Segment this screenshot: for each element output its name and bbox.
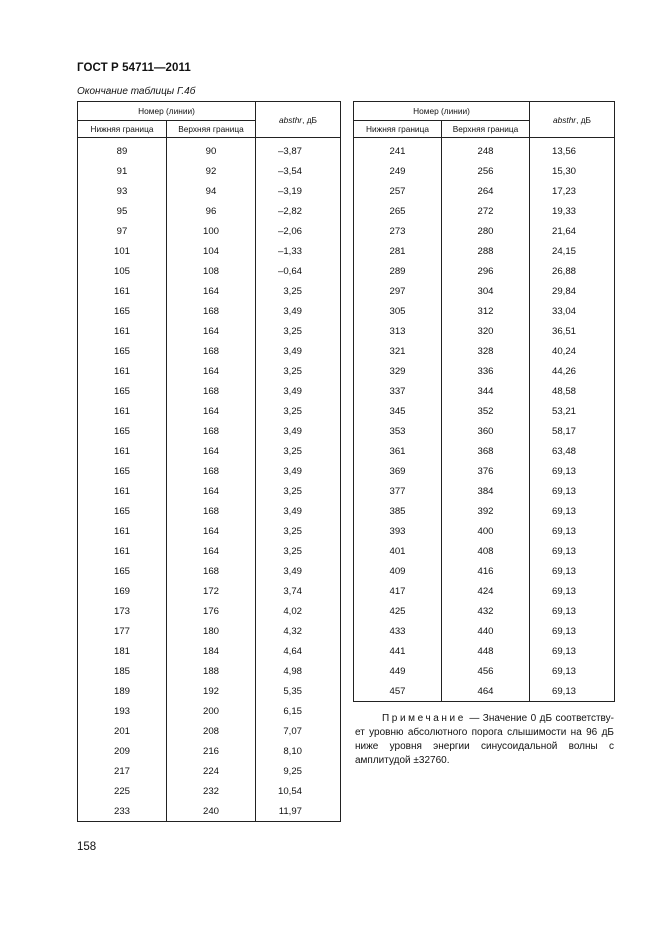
lower-bound-cell: 249 xyxy=(354,161,442,181)
lower-bound-cell: 401 xyxy=(354,541,442,561)
table-row xyxy=(78,341,341,361)
upper-bound-cell: 360 xyxy=(442,421,530,441)
absthr-cell: 3,49 xyxy=(256,561,341,581)
upper-bound-cell: 108 xyxy=(167,261,256,281)
upper-bound-cell: 248 xyxy=(442,138,530,162)
lower-bound-cell: 95 xyxy=(78,201,167,221)
absthr-cell: 3,49 xyxy=(256,301,341,321)
upper-bound-cell: 264 xyxy=(442,181,530,201)
table-row xyxy=(354,521,615,541)
absthr-cell: 69,13 xyxy=(530,581,615,601)
value-header: absthr, дБ xyxy=(530,102,615,138)
upper-bound-cell: 424 xyxy=(442,581,530,601)
table-row xyxy=(78,781,341,801)
table-row xyxy=(354,261,615,281)
table-row xyxy=(354,341,615,361)
table-row xyxy=(354,138,615,162)
absthr-cell: 69,13 xyxy=(530,501,615,521)
lower-bound-cell: 281 xyxy=(354,241,442,261)
absthr-cell: 3,49 xyxy=(256,341,341,361)
table-row xyxy=(78,261,341,281)
lower-bound-cell: 161 xyxy=(78,281,167,301)
table-row xyxy=(354,221,615,241)
lower-bound-cell: 161 xyxy=(78,541,167,561)
table-right-body xyxy=(354,138,615,702)
absthr-cell: 36,51 xyxy=(530,321,615,341)
upper-bound-cell: 168 xyxy=(167,341,256,361)
upper-bound-cell: 392 xyxy=(442,501,530,521)
table-row xyxy=(78,441,341,461)
upper-bound-cell: 168 xyxy=(167,561,256,581)
table-row xyxy=(354,161,615,181)
table-row xyxy=(354,181,615,201)
table-row xyxy=(78,421,341,441)
absthr-cell: 69,13 xyxy=(530,481,615,501)
absthr-cell: 10,54 xyxy=(256,781,341,801)
lower-bound-cell: 377 xyxy=(354,481,442,501)
upper-bound-cell: 176 xyxy=(167,601,256,621)
lower-bound-cell: 177 xyxy=(78,621,167,641)
upper-bound-cell: 320 xyxy=(442,321,530,341)
lower-bound-cell: 441 xyxy=(354,641,442,661)
lower-bound-cell: 97 xyxy=(78,221,167,241)
upper-bound-cell: 336 xyxy=(442,361,530,381)
upper-bound-cell: 104 xyxy=(167,241,256,261)
absthr-cell: 29,84 xyxy=(530,281,615,301)
table-row xyxy=(354,321,615,341)
absthr-cell: 69,13 xyxy=(530,681,615,702)
table-row xyxy=(78,161,341,181)
table-row xyxy=(78,501,341,521)
table-row xyxy=(354,461,615,481)
lower-bound-cell: 165 xyxy=(78,421,167,441)
upper-bound-cell: 200 xyxy=(167,701,256,721)
table-row xyxy=(78,621,341,641)
table-row xyxy=(354,621,615,641)
absthr-cell: 8,10 xyxy=(256,741,341,761)
upper-bound-cell: 164 xyxy=(167,481,256,501)
table-left-body xyxy=(78,138,341,822)
upper-bound-cell: 94 xyxy=(167,181,256,201)
upper-bound-header: Верхняя граница xyxy=(442,121,530,138)
table-row xyxy=(78,461,341,481)
upper-bound-cell: 100 xyxy=(167,221,256,241)
table-row xyxy=(354,641,615,661)
upper-bound-cell: 384 xyxy=(442,481,530,501)
absthr-cell: 3,49 xyxy=(256,501,341,521)
absthr-cell: 3,49 xyxy=(256,421,341,441)
upper-bound-cell: 440 xyxy=(442,621,530,641)
absthr-cell: 3,25 xyxy=(256,281,341,301)
lower-bound-cell: 165 xyxy=(78,341,167,361)
absthr-cell: 6,15 xyxy=(256,701,341,721)
absthr-cell: 7,07 xyxy=(256,721,341,741)
upper-bound-cell: 312 xyxy=(442,301,530,321)
lower-bound-cell: 449 xyxy=(354,661,442,681)
table-row xyxy=(78,301,341,321)
absthr-cell: 3,49 xyxy=(256,461,341,481)
absthr-cell: 19,33 xyxy=(530,201,615,221)
note-text: — Значение 0 дБ соответствует уровню абсолютного порога слышимости на 96 дБ ниже уровня энергии синусоидальной волны с амплитудой ±32760. xyxy=(355,713,614,766)
table-row xyxy=(354,421,615,441)
upper-bound-cell: 280 xyxy=(442,221,530,241)
upper-bound-cell: 376 xyxy=(442,461,530,481)
lower-bound-cell: 173 xyxy=(78,601,167,621)
upper-bound-cell: 416 xyxy=(442,561,530,581)
upper-bound-cell: 164 xyxy=(167,361,256,381)
lower-bound-cell: 265 xyxy=(354,201,442,221)
lower-bound-cell: 169 xyxy=(78,581,167,601)
lower-bound-cell: 185 xyxy=(78,661,167,681)
lower-bound-cell: 89 xyxy=(78,138,167,162)
upper-bound-cell: 208 xyxy=(167,721,256,741)
absthr-cell: 69,13 xyxy=(530,561,615,581)
absthr-cell: 21,64 xyxy=(530,221,615,241)
lower-bound-cell: 165 xyxy=(78,501,167,521)
lower-bound-cell: 329 xyxy=(354,361,442,381)
lower-bound-cell: 217 xyxy=(78,761,167,781)
upper-bound-cell: 192 xyxy=(167,681,256,701)
upper-bound-cell: 164 xyxy=(167,321,256,341)
absthr-cell: 3,74 xyxy=(256,581,341,601)
table-row xyxy=(78,521,341,541)
upper-bound-cell: 456 xyxy=(442,661,530,681)
table-row xyxy=(78,601,341,621)
upper-bound-cell: 232 xyxy=(167,781,256,801)
absthr-cell: 3,25 xyxy=(256,361,341,381)
absthr-cell: –3,54 xyxy=(256,161,341,181)
table-row xyxy=(78,581,341,601)
upper-bound-cell: 216 xyxy=(167,741,256,761)
table-row xyxy=(78,661,341,681)
lower-bound-cell: 361 xyxy=(354,441,442,461)
absthr-cell: 33,04 xyxy=(530,301,615,321)
lower-bound-cell: 257 xyxy=(354,181,442,201)
document-header: ГОСТ Р 54711—2011 xyxy=(77,62,191,74)
table-row xyxy=(354,381,615,401)
table-row xyxy=(78,181,341,201)
table-row xyxy=(78,561,341,581)
table-row xyxy=(78,721,341,741)
absthr-cell: 69,13 xyxy=(530,621,615,641)
lower-bound-cell: 201 xyxy=(78,721,167,741)
table-row xyxy=(354,201,615,221)
absthr-cell: –0,64 xyxy=(256,261,341,281)
absthr-cell: 9,25 xyxy=(256,761,341,781)
table-row xyxy=(78,138,341,162)
table-row xyxy=(354,301,615,321)
table-row xyxy=(354,601,615,621)
lower-bound-cell: 393 xyxy=(354,521,442,541)
table-row xyxy=(354,561,615,581)
upper-bound-cell: 168 xyxy=(167,301,256,321)
absthr-cell: 17,23 xyxy=(530,181,615,201)
upper-bound-cell: 464 xyxy=(442,681,530,702)
lower-bound-cell: 161 xyxy=(78,441,167,461)
table-row xyxy=(78,361,341,381)
upper-bound-cell: 224 xyxy=(167,761,256,781)
upper-bound-cell: 328 xyxy=(442,341,530,361)
table-row xyxy=(78,701,341,721)
table-row xyxy=(78,761,341,781)
table-row xyxy=(78,541,341,561)
value-header: absthr, дБ xyxy=(256,102,341,138)
absthr-cell: 24,15 xyxy=(530,241,615,261)
lower-bound-cell: 273 xyxy=(354,221,442,241)
upper-bound-cell: 96 xyxy=(167,201,256,221)
upper-bound-cell: 90 xyxy=(167,138,256,162)
lower-bound-cell: 93 xyxy=(78,181,167,201)
upper-bound-cell: 164 xyxy=(167,401,256,421)
absthr-cell: 69,13 xyxy=(530,541,615,561)
upper-bound-cell: 296 xyxy=(442,261,530,281)
upper-bound-cell: 180 xyxy=(167,621,256,641)
table-row xyxy=(78,741,341,761)
lower-bound-cell: 289 xyxy=(354,261,442,281)
upper-bound-cell: 304 xyxy=(442,281,530,301)
absthr-cell: 15,30 xyxy=(530,161,615,181)
absthr-cell: –1,33 xyxy=(256,241,341,261)
absthr-cell: 48,58 xyxy=(530,381,615,401)
lower-bound-cell: 225 xyxy=(78,781,167,801)
upper-bound-cell: 92 xyxy=(167,161,256,181)
absthr-cell: 3,25 xyxy=(256,481,341,501)
table-row xyxy=(354,361,615,381)
absthr-cell: –2,06 xyxy=(256,221,341,241)
lower-bound-cell: 161 xyxy=(78,321,167,341)
table-row xyxy=(78,681,341,701)
lower-bound-cell: 385 xyxy=(354,501,442,521)
table-row xyxy=(354,401,615,421)
absthr-cell: 69,13 xyxy=(530,521,615,541)
lower-bound-cell: 105 xyxy=(78,261,167,281)
upper-bound-cell: 164 xyxy=(167,521,256,541)
lower-bound-cell: 457 xyxy=(354,681,442,702)
lower-bound-cell: 189 xyxy=(78,681,167,701)
lower-bound-cell: 161 xyxy=(78,401,167,421)
upper-bound-cell: 168 xyxy=(167,381,256,401)
table-row xyxy=(78,381,341,401)
lower-bound-cell: 433 xyxy=(354,621,442,641)
lower-bound-cell: 209 xyxy=(78,741,167,761)
group-header: Номер (линии) xyxy=(354,102,530,121)
lower-bound-cell: 305 xyxy=(354,301,442,321)
absthr-cell: 13,56 xyxy=(530,138,615,162)
lower-bound-cell: 409 xyxy=(354,561,442,581)
upper-bound-cell: 164 xyxy=(167,281,256,301)
table-row xyxy=(78,241,341,261)
lower-bound-cell: 101 xyxy=(78,241,167,261)
lower-bound-cell: 417 xyxy=(354,581,442,601)
lower-bound-cell: 193 xyxy=(78,701,167,721)
upper-bound-cell: 184 xyxy=(167,641,256,661)
upper-bound-cell: 164 xyxy=(167,541,256,561)
absthr-cell: 44,26 xyxy=(530,361,615,381)
lower-bound-cell: 91 xyxy=(78,161,167,181)
lower-bound-cell: 181 xyxy=(78,641,167,661)
absthr-cell: 3,25 xyxy=(256,441,341,461)
table-row xyxy=(78,641,341,661)
upper-bound-cell: 168 xyxy=(167,461,256,481)
table-row xyxy=(354,581,615,601)
upper-bound-cell: 408 xyxy=(442,541,530,561)
absthr-cell: 3,25 xyxy=(256,541,341,561)
lower-bound-header: Нижняя граница xyxy=(354,121,442,138)
upper-bound-cell: 168 xyxy=(167,421,256,441)
upper-bound-cell: 368 xyxy=(442,441,530,461)
lower-bound-header: Нижняя граница xyxy=(78,121,167,138)
absthr-cell: 69,13 xyxy=(530,601,615,621)
absthr-cell: –3,19 xyxy=(256,181,341,201)
lower-bound-cell: 165 xyxy=(78,301,167,321)
absthr-cell: 40,24 xyxy=(530,341,615,361)
upper-bound-cell: 432 xyxy=(442,601,530,621)
upper-bound-cell: 400 xyxy=(442,521,530,541)
table-caption: Окончание таблицы Г.4б xyxy=(77,86,196,97)
absthr-cell: 3,25 xyxy=(256,321,341,341)
absthr-cell: 26,88 xyxy=(530,261,615,281)
lower-bound-cell: 369 xyxy=(354,461,442,481)
upper-bound-header: Верхняя граница xyxy=(167,121,256,138)
absthr-cell: 11,97 xyxy=(256,801,341,822)
table-left xyxy=(77,101,341,822)
upper-bound-cell: 240 xyxy=(167,801,256,822)
table-row xyxy=(354,681,615,702)
absthr-cell: –2,82 xyxy=(256,201,341,221)
table-row xyxy=(354,541,615,561)
lower-bound-cell: 321 xyxy=(354,341,442,361)
absthr-cell: 3,25 xyxy=(256,521,341,541)
table-row xyxy=(354,441,615,461)
table-right xyxy=(353,101,615,702)
table-row xyxy=(354,501,615,521)
table-row xyxy=(78,281,341,301)
upper-bound-cell: 172 xyxy=(167,581,256,601)
table-row xyxy=(78,801,341,822)
table-row xyxy=(354,241,615,261)
absthr-cell: 63,48 xyxy=(530,441,615,461)
absthr-cell: 4,98 xyxy=(256,661,341,681)
absthr-cell: 4,32 xyxy=(256,621,341,641)
upper-bound-cell: 288 xyxy=(442,241,530,261)
table-row xyxy=(354,481,615,501)
absthr-cell: 58,17 xyxy=(530,421,615,441)
lower-bound-cell: 161 xyxy=(78,361,167,381)
absthr-cell: 4,02 xyxy=(256,601,341,621)
upper-bound-cell: 164 xyxy=(167,441,256,461)
lower-bound-cell: 313 xyxy=(354,321,442,341)
absthr-cell: 53,21 xyxy=(530,401,615,421)
table-row xyxy=(78,401,341,421)
absthr-cell: 3,25 xyxy=(256,401,341,421)
table-note xyxy=(355,712,614,768)
absthr-cell: 69,13 xyxy=(530,641,615,661)
absthr-cell: 5,35 xyxy=(256,681,341,701)
upper-bound-cell: 352 xyxy=(442,401,530,421)
lower-bound-cell: 165 xyxy=(78,461,167,481)
lower-bound-cell: 161 xyxy=(78,481,167,501)
absthr-cell: 4,64 xyxy=(256,641,341,661)
absthr-cell: –3,87 xyxy=(256,138,341,162)
upper-bound-cell: 344 xyxy=(442,381,530,401)
lower-bound-cell: 345 xyxy=(354,401,442,421)
upper-bound-cell: 188 xyxy=(167,661,256,681)
table-row xyxy=(78,481,341,501)
absthr-cell: 69,13 xyxy=(530,661,615,681)
lower-bound-cell: 353 xyxy=(354,421,442,441)
lower-bound-cell: 161 xyxy=(78,521,167,541)
lower-bound-cell: 425 xyxy=(354,601,442,621)
lower-bound-cell: 337 xyxy=(354,381,442,401)
page-number: 158 xyxy=(77,841,97,853)
lower-bound-cell: 241 xyxy=(354,138,442,162)
table-row xyxy=(78,201,341,221)
group-header: Номер (линии) xyxy=(78,102,256,121)
lower-bound-cell: 165 xyxy=(78,381,167,401)
lower-bound-cell: 233 xyxy=(78,801,167,822)
table-row xyxy=(354,661,615,681)
absthr-cell: 69,13 xyxy=(530,461,615,481)
absthr-cell: 3,49 xyxy=(256,381,341,401)
table-row xyxy=(354,281,615,301)
lower-bound-cell: 297 xyxy=(354,281,442,301)
upper-bound-cell: 448 xyxy=(442,641,530,661)
upper-bound-cell: 272 xyxy=(442,201,530,221)
table-row xyxy=(78,321,341,341)
upper-bound-cell: 256 xyxy=(442,161,530,181)
table-row xyxy=(78,221,341,241)
note-lead: Примечание xyxy=(382,713,466,724)
lower-bound-cell: 165 xyxy=(78,561,167,581)
upper-bound-cell: 168 xyxy=(167,501,256,521)
